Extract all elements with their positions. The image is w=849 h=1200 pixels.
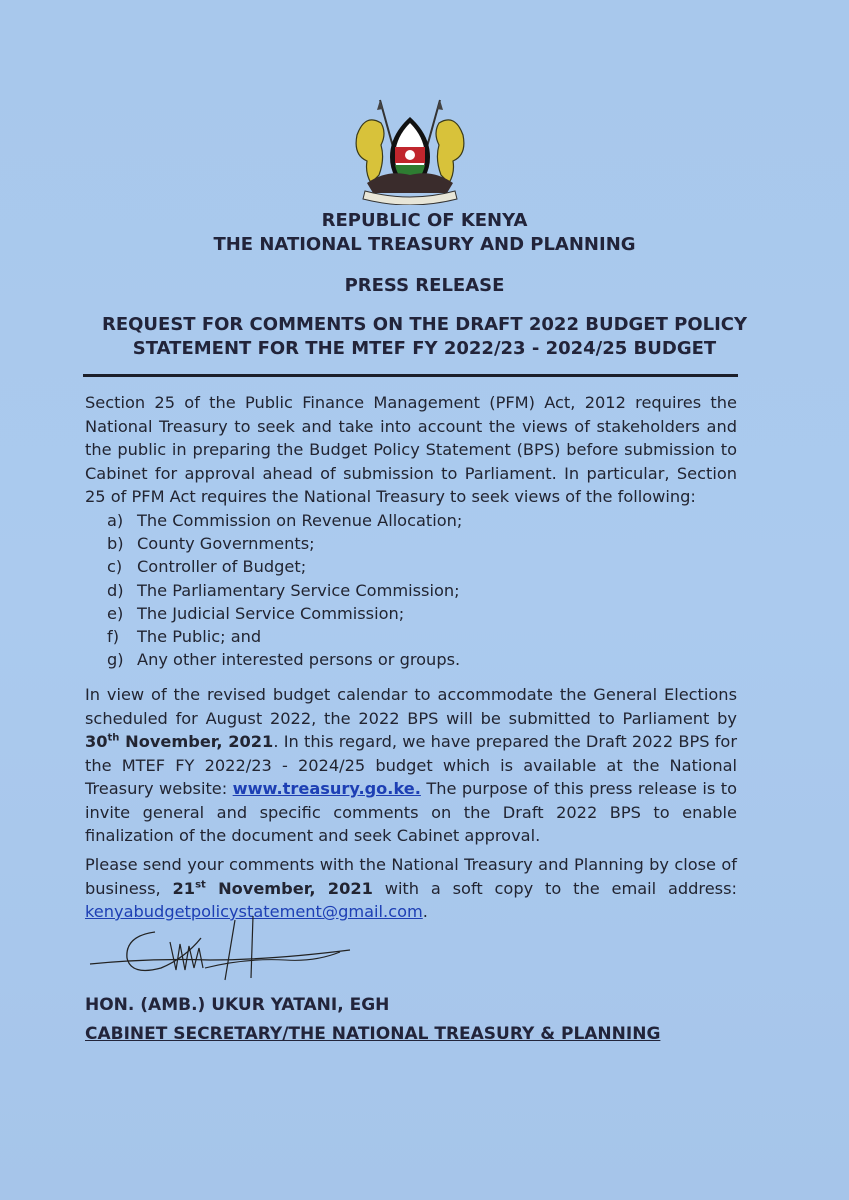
list-marker: d) xyxy=(107,580,124,600)
list-text: County Governments; xyxy=(137,534,315,554)
list-item xyxy=(107,532,462,555)
list-text: The Commission on Revenue Allocation; xyxy=(137,511,463,530)
p3-text-a: Please send your comments with the National Treasury and Planning by close of business, xyxy=(85,855,737,898)
p2-text-c: The purpose of this press release is to invite general and specific comments on the Draft 2022 BPS to enable finalization of the document and seek Cabinet approval. xyxy=(85,779,737,845)
p3-end: . xyxy=(422,902,428,921)
title-line-2: STATEMENT FOR THE MTEF FY 2022/23 - 2024/25 BUDGET xyxy=(132,338,717,359)
treasury-website-link[interactable]: www.treasury.go.ke. xyxy=(232,779,421,798)
kenya-coat-of-arms-icon xyxy=(345,95,475,205)
list-item xyxy=(107,648,462,671)
calendar-paragraph xyxy=(85,683,737,848)
p3-text-b: with a soft copy to the email address: xyxy=(372,878,737,898)
list-marker: b) xyxy=(107,534,124,554)
list-text: Controller of Budget; xyxy=(137,557,307,577)
list-item xyxy=(107,579,462,602)
list-item xyxy=(107,555,462,578)
email-link[interactable]: kenyabudgetpolicystatement@gmail.com xyxy=(85,902,423,921)
list-marker: a) xyxy=(107,511,124,530)
list-marker: c) xyxy=(107,557,123,577)
list-item xyxy=(107,602,462,625)
list-text: The Public; and xyxy=(137,627,262,647)
stakeholder-list xyxy=(107,509,462,671)
signatory-title: CABINET SECRETARY/THE NATIONAL TREASURY & PLANNING xyxy=(85,1024,661,1044)
list-marker: g) xyxy=(107,650,124,670)
list-text: The Parliamentary Service Commission; xyxy=(137,580,460,600)
submission-date: 30th November, 2021 xyxy=(85,732,274,751)
list-text: The Judicial Service Commission; xyxy=(137,603,405,623)
list-marker: f) xyxy=(107,627,120,647)
country-heading: REPUBLIC OF KENYA xyxy=(321,210,528,231)
p2-text-b: . In this regard, we have prepared the Draft 2022 BPS for the MTEF FY 2022/23 - 2024/25 budget which is available at the National Treasury website: xyxy=(85,732,737,798)
signature-icon xyxy=(85,912,360,992)
list-item xyxy=(107,509,462,532)
title-line-1: REQUEST FOR COMMENTS ON THE DRAFT 2022 BUDGET POLICY xyxy=(101,314,748,335)
title-divider xyxy=(83,374,738,377)
signatory-name: HON. (AMB.) UKUR YATANI, EGH xyxy=(85,995,390,1015)
p2-text-a: In view of the revised budget calendar to accommodate the General Elections scheduled for August 2022, the 2022 BPS will be submitted to Parliament by xyxy=(85,685,737,728)
list-marker: e) xyxy=(107,603,124,623)
doc-type-heading: PRESS RELEASE xyxy=(344,275,505,296)
deadline-date: 21st November, 2021 xyxy=(172,878,373,898)
list-item xyxy=(107,625,462,648)
list-text: Any other interested persons or groups. xyxy=(137,650,461,670)
ministry-heading: THE NATIONAL TREASURY AND PLANNING xyxy=(213,234,636,255)
intro-paragraph: Section 25 of the Public Finance Management (PFM) Act, 2012 requires the National Treasury to seek and take into account the views of stakeholders and the public in preparing the Budget Policy Statement (BPS) before submission to Cabinet for approval ahead of submission to Parliament. In particular, Section 25 of PFM Act requires the National Treasury to seek views of the following: xyxy=(85,393,737,506)
